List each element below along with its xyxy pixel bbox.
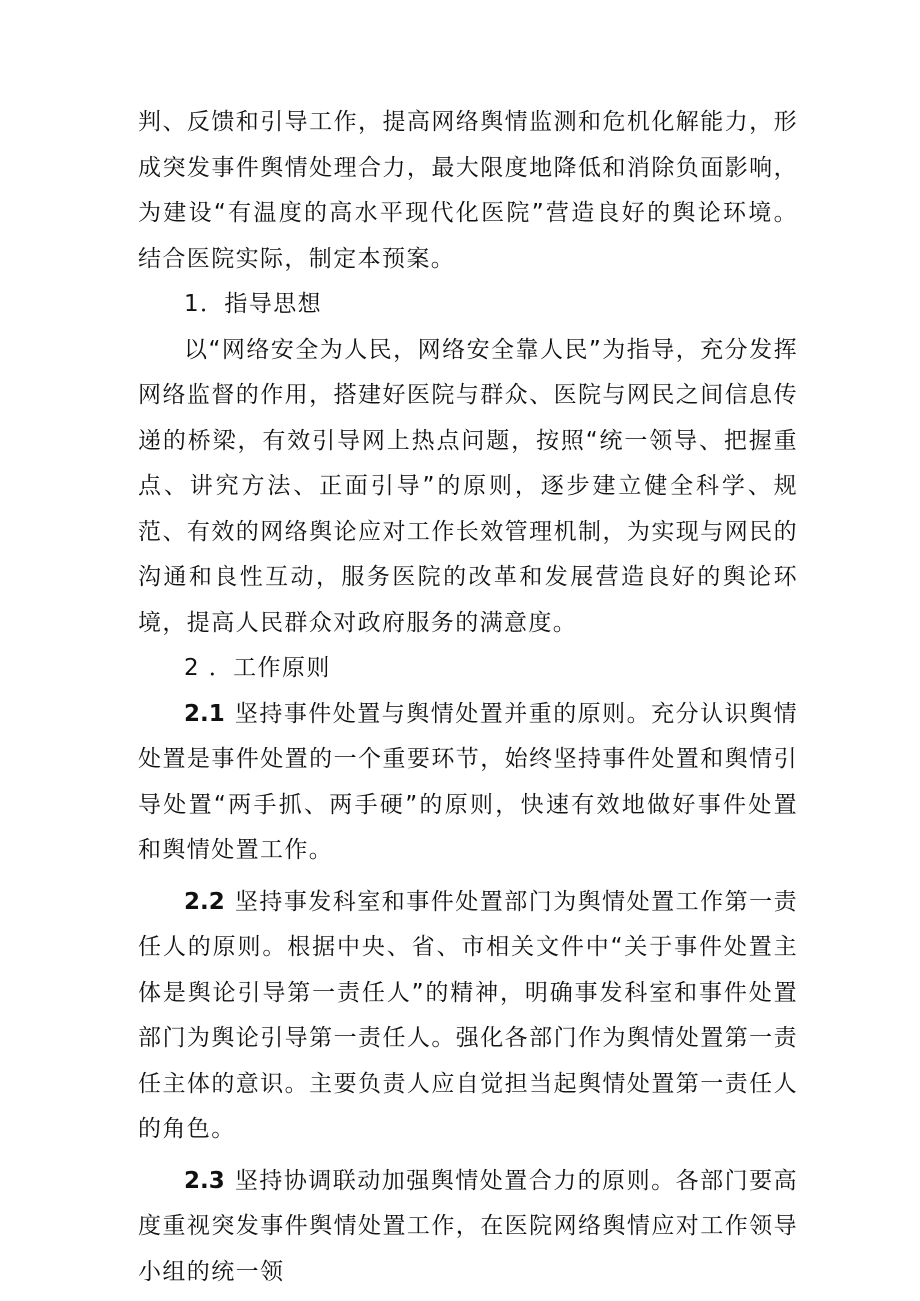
principle-2-3-text: 坚持协调联动加强舆情处置合力的原则。各部门要高度重视突发事件舆情处置工作，在医院网络舆情应对工作领导小组的统一领 <box>138 1167 798 1285</box>
document-body <box>138 100 798 1295</box>
section-heading-guiding-ideology: 1．指导思想 <box>184 291 323 317</box>
principle-2-2-text: 坚持事发科室和事件处置部门为舆情处置工作第一责任人的原则。根据中央、省、市相关文件中“关于事件处置主体是舆论引导第一责任人”的精神，明确事发科室和事件处置部门为舆论引导第一责任人。强化各部门作为舆情处置第一责任主体的意识。主要负责人应自觉担当起舆情处置第一责任人的角色。 <box>138 888 798 1142</box>
intro-paragraph: 判、反馈和引导工作，提高网络舆情监测和危机化解能力，形成突发事件舆情处理合力，最大限度地降低和消除负面影响，为建设“有温度的高水平现代化医院”营造良好的舆论环境。结合医院实际，制定本预案。 <box>138 109 798 272</box>
principle-2-3-paragraph <box>138 1159 798 1296</box>
principle-2-2-number: 2.2 <box>184 888 225 915</box>
guiding-ideology-paragraph: 以“网络安全为人民，网络安全靠人民”为指导，充分发挥网络监督的作用，搭建好医院与群众、医院与网民之间信息传递的桥梁，有效引导网上热点问题，按照“统一领导、把握重点、讲究方法、正面引导”的原则，逐步建立健全科学、规范、有效的网络舆论应对工作长效管理机制，为实现与网民的沟通和良性互动，服务医院的改革和发展营造良好的舆论环境，提高人民群众对政府服务的满意度。 <box>138 336 798 636</box>
principle-2-1-text: 坚持事件处置与舆情处置并重的原则。充分认识舆情处置是事件处置的一个重要环节，始终坚持事件处置和舆情引导处置“两手抓、两手硬”的原则，快速有效地做好事件处置和舆情处置工作。 <box>138 700 798 863</box>
principle-2-2-paragraph <box>138 880 798 1153</box>
section-heading-work-principles: 2 ．工作原则 <box>184 655 331 681</box>
principle-2-3-number: 2.3 <box>184 1167 225 1194</box>
principle-2-1-number: 2.1 <box>184 700 225 727</box>
principle-2-1-paragraph <box>138 692 798 874</box>
